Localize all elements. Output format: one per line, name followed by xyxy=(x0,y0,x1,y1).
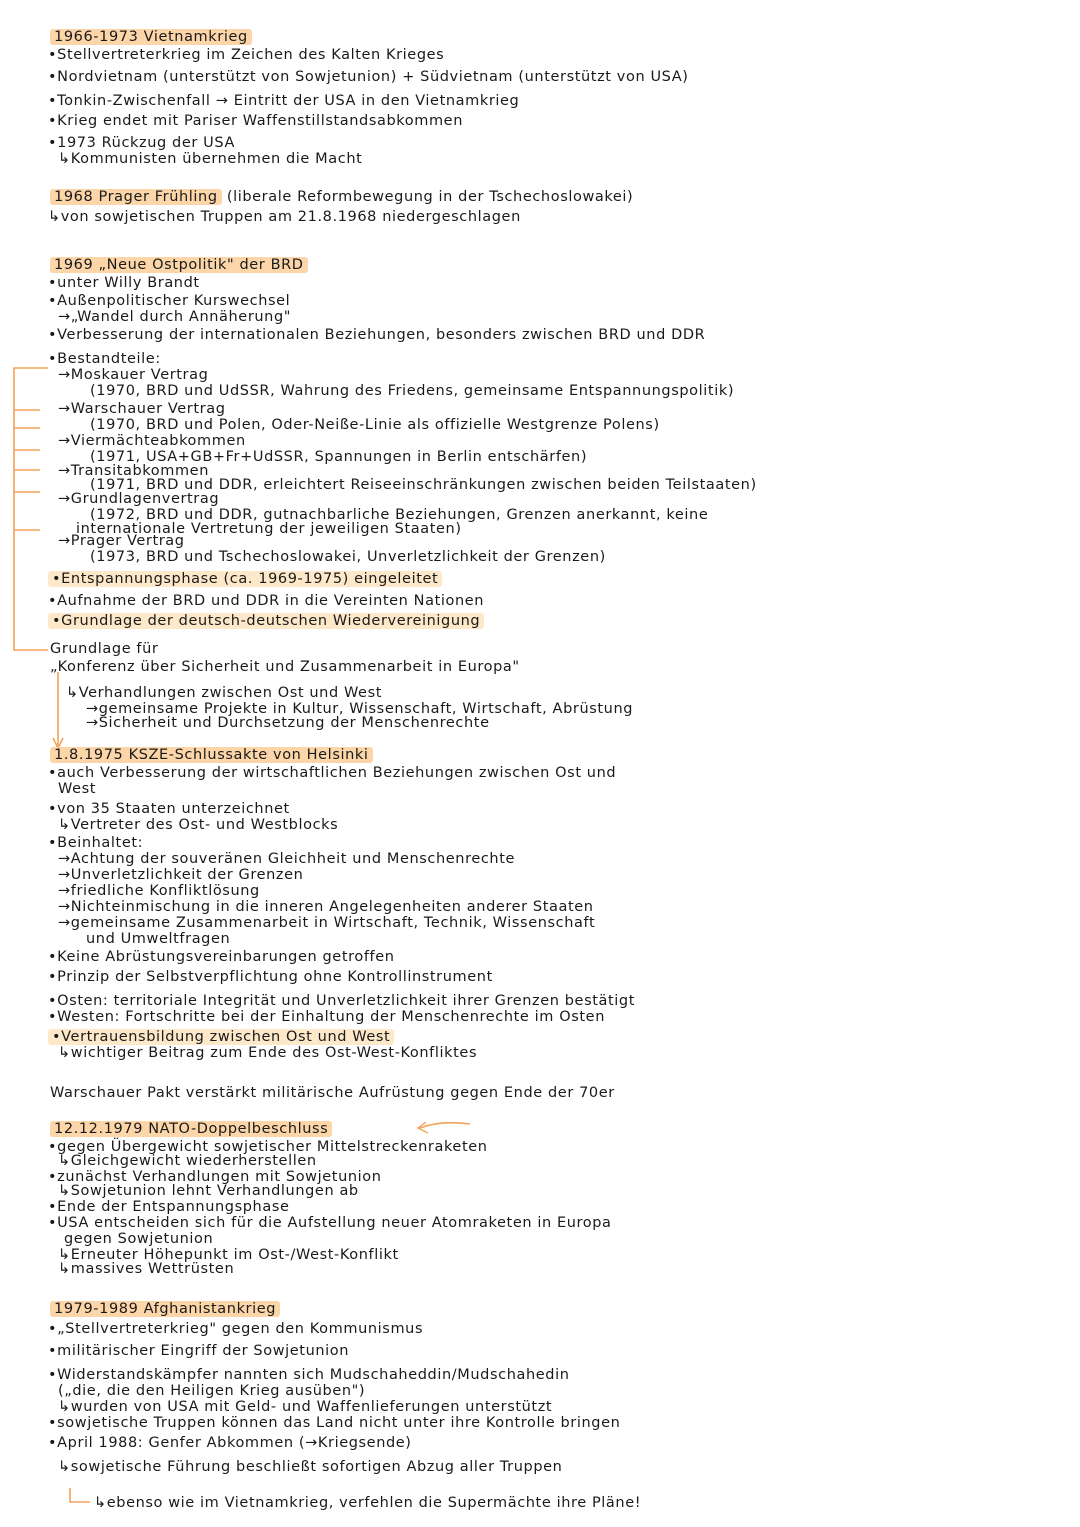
note-line: •unter Willy Brandt xyxy=(48,275,200,291)
note-line: ↳massives Wettrüsten xyxy=(58,1261,235,1277)
note-line: •gegen Übergewicht sowjetischer Mittelstreckenraketen xyxy=(48,1139,488,1155)
note-line: Grundlage für xyxy=(50,641,159,657)
note-line: →Achtung der souveränen Gleichheit und Menschenrechte xyxy=(58,851,516,867)
note-line: •1973 Rückzug der USA xyxy=(48,135,235,151)
note-line: →Prager Vertrag xyxy=(58,533,185,549)
note-line: (1971, USA+GB+Fr+UdSSR, Spannungen in Berlin entschärfen) xyxy=(90,449,588,465)
section-title-nato: 12.12.1979 NATO-Doppelbeschluss xyxy=(50,1121,332,1137)
note-line: ↳wichtiger Beitrag zum Ende des Ost-West-Konfliktes xyxy=(58,1045,478,1061)
note-line: →gemeinsame Zusammenarbeit in Wirtschaft, Technik, Wissenschaft xyxy=(58,915,596,931)
note-line: •zunächst Verhandlungen mit Sowjetunion xyxy=(48,1169,382,1185)
note-line: •„Stellvertreterkrieg" gegen den Kommunismus xyxy=(48,1321,424,1337)
note-line: (1972, BRD und DDR, gutnachbarliche Beziehungen, Grenzen anerkannt, keine xyxy=(90,507,709,523)
note-line: •USA entscheiden sich für die Aufstellung neuer Atomraketen in Europa xyxy=(48,1215,612,1231)
note-line: ↳Kommunisten übernehmen die Macht xyxy=(58,151,363,167)
note-line: →Unverletzlichkeit der Grenzen xyxy=(58,867,304,883)
section-title-prag: 1968 Prager Frühling xyxy=(50,189,222,205)
note-line: ↳von sowjetischen Truppen am 21.8.1968 niedergeschlagen xyxy=(48,209,521,225)
note-line: Warschauer Pakt verstärkt militärische Aufrüstung gegen Ende der 70er xyxy=(50,1085,615,1101)
note-line: →Nichteinmischung in die inneren Angelegenheiten anderer Staaten xyxy=(58,899,594,915)
note-line: →Grundlagenvertrag xyxy=(58,491,220,507)
note-line: →Warschauer Vertrag xyxy=(58,401,226,417)
note-line: „Konferenz über Sicherheit und Zusammenarbeit in Europa" xyxy=(50,659,520,675)
note-line: •Westen: Fortschritte bei der Einhaltung der Menschenrechte im Osten xyxy=(48,1009,605,1025)
note-line: gegen Sowjetunion xyxy=(64,1231,214,1247)
note-line: (1971, BRD und DDR, erleichtert Reiseeinschränkungen zwischen beiden Teilstaaten) xyxy=(90,477,757,493)
note-line: •Krieg endet mit Pariser Waffenstillstandsabkommen xyxy=(48,113,463,129)
section-title-afghanistan: 1979-1989 Afghanistankrieg xyxy=(50,1301,280,1317)
note-line: und Umweltfragen xyxy=(86,931,231,947)
section-title-ksze: 1.8.1975 KSZE-Schlussakte von Helsinki xyxy=(50,747,373,763)
note-line: •Prinzip der Selbstverpflichtung ohne Kontrollinstrument xyxy=(48,969,493,985)
note-line: (1970, BRD und Polen, Oder-Neiße-Linie als offizielle Westgrenze Polens) xyxy=(90,417,660,433)
note-line: •von 35 Staaten unterzeichnet xyxy=(48,801,290,817)
note-line: •militärischer Eingriff der Sowjetunion xyxy=(48,1343,350,1359)
note-line: →Transitabkommen xyxy=(58,463,209,479)
note-line: ↳Gleichgewicht wiederherstellen xyxy=(58,1153,317,1169)
note-line: •Tonkin-Zwischenfall → Eintritt der USA in den Vietnamkrieg xyxy=(48,93,520,109)
note-line: ↳Sowjetunion lehnt Verhandlungen ab xyxy=(58,1183,359,1199)
note-line: •April 1988: Genfer Abkommen (→Kriegsende) xyxy=(48,1435,412,1451)
note-line: (1970, BRD und UdSSR, Wahrung des Friedens, gemeinsame Entspannungspolitik) xyxy=(90,383,735,399)
note-line: •Widerstandskämpfer nannten sich Mudschaheddin/Mudschahedin xyxy=(48,1367,570,1383)
note-line: →friedliche Konfliktlösung xyxy=(58,883,260,899)
note-line: •Bestandteile: xyxy=(48,351,161,367)
note-line: ↳wurden von USA mit Geld- und Waffenlieferungen unterstützt xyxy=(58,1399,553,1415)
note-line: („die, die den Heiligen Krieg ausüben") xyxy=(58,1383,366,1399)
note-line: (1973, BRD und Tschechoslowakei, Unverletzlichkeit der Grenzen) xyxy=(90,549,606,565)
note-text: (liberale Reformbewegung in der Tschechoslowakei) xyxy=(226,189,634,205)
note-line: →Viermächteabkommen xyxy=(58,433,246,449)
note-line: ↳Erneuter Höhepunkt im Ost-/West-Konflikt xyxy=(58,1247,399,1263)
note-line: •Osten: territoriale Integrität und Unverletzlichkeit ihrer Grenzen bestätigt xyxy=(48,993,636,1009)
note-line: •auch Verbesserung der wirtschaftlichen Beziehungen zwischen Ost und xyxy=(48,765,617,781)
note-line: •Keine Abrüstungsvereinbarungen getroffen xyxy=(48,949,395,965)
note-line: •sowjetische Truppen können das Land nicht unter ihre Kontrolle bringen xyxy=(48,1415,621,1431)
note-line: →Moskauer Vertrag xyxy=(58,367,209,383)
note-line: ↳Verhandlungen zwischen Ost und West xyxy=(66,685,383,701)
note-line: •Nordvietnam (unterstützt von Sowjetunion) + Südvietnam (unterstützt von USA) xyxy=(48,69,689,85)
note-line: •Ende der Entspannungsphase xyxy=(48,1199,290,1215)
note-line xyxy=(48,612,484,630)
section-title-vietnam: 1966-1973 Vietnamkrieg xyxy=(50,29,252,45)
note-line xyxy=(48,570,442,588)
note-line: ↳ebenso wie im Vietnamkrieg, verfehlen die Supermächte ihre Pläne! xyxy=(94,1495,642,1511)
note-line: •Verbesserung der internationalen Beziehungen, besonders zwischen BRD und DDR xyxy=(48,327,706,343)
highlighted-text: •Grundlage der deutsch-deutschen Wiedervereinigung xyxy=(48,613,484,629)
section-title-ostpolitik: 1969 „Neue Ostpolitik" der BRD xyxy=(50,257,308,273)
note-line: internationale Vertretung der jeweiligen Staaten) xyxy=(76,521,462,537)
note-line: •Aufnahme der BRD und DDR in die Vereinten Nationen xyxy=(48,593,485,609)
note-line: •Stellvertreterkrieg im Zeichen des Kalten Krieges xyxy=(48,47,445,63)
highlighted-text: •Entspannungsphase (ca. 1969-1975) eingeleitet xyxy=(48,571,442,587)
note-line: →Sicherheit und Durchsetzung der Menschenrechte xyxy=(86,715,490,731)
note-line: →„Wandel durch Annäherung" xyxy=(58,309,292,325)
highlighted-text: •Vertrauensbildung zwischen Ost und West xyxy=(48,1029,394,1045)
note-line: •Außenpolitischer Kurswechsel xyxy=(48,293,291,309)
note-line: ↳Vertreter des Ost- und Westblocks xyxy=(58,817,339,833)
note-line: West xyxy=(58,781,97,797)
note-line: →gemeinsame Projekte in Kultur, Wissenschaft, Wirtschaft, Abrüstung xyxy=(86,701,634,717)
note-line: •Beinhaltet: xyxy=(48,835,144,851)
note-line: ↳sowjetische Führung beschließt sofortigen Abzug aller Truppen xyxy=(58,1459,563,1475)
